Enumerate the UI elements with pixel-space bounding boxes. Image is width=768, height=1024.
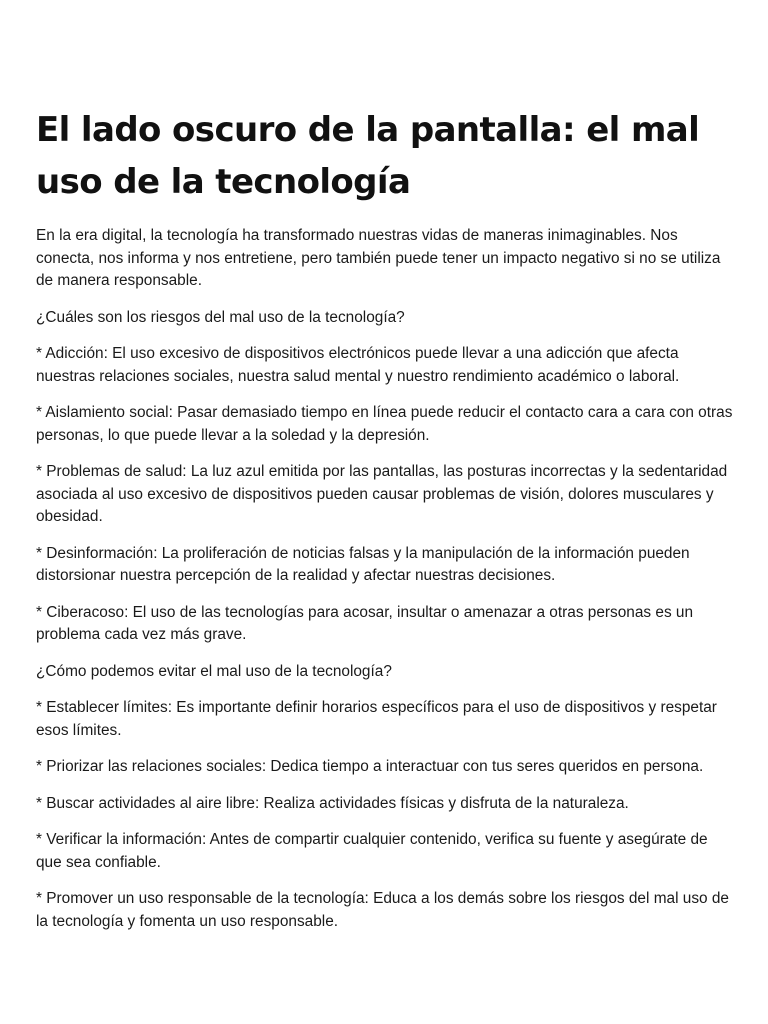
tip-item-outdoors: * Buscar actividades al aire libre: Realiza actividades físicas y disfruta de la naturaleza. <box>36 794 629 812</box>
risk-item-isolation: * Aislamiento social: Pasar demasiado tiempo en línea puede reducir el contacto cara a cara con otras personas, lo que puede llevar a la soledad y la depresión. <box>36 404 733 444</box>
article-body <box>36 225 736 933</box>
risk-item-cyberbullying: * Ciberacoso: El uso de las tecnologías para acosar, insultar o amenazar a otras personas es un problema cada vez más grave. <box>36 603 694 643</box>
risk-item-misinformation: * Desinformación: La proliferación de noticias falsas y la manipulación de la información pueden distorsionar nuestra percepción de la realidad y afectar nuestras decisiones. <box>36 544 690 584</box>
tip-item-promote: * Promover un uso responsable de la tecnología: Educa a los demás sobre los riesgos del mal uso de la tecnología y fomenta un uso responsable. <box>36 890 729 930</box>
tip-item-limits: * Establecer límites: Es importante definir horarios específicos para el uso de dispositivos y respetar esos límites. <box>36 699 717 739</box>
risk-item-addiction: * Adicción: El uso excesivo de dispositivos electrónicos puede llevar a una adicción que afecta nuestras relaciones sociales, nuestra salud mental y nuestro rendimiento académico o laboral. <box>36 345 680 385</box>
article-title: El lado oscuro de la pantalla: el mal uso de la tecnología <box>36 110 700 202</box>
avoid-heading: ¿Cómo podemos evitar el mal uso de la tecnología? <box>36 662 392 680</box>
tip-item-verify: * Verificar la información: Antes de compartir cualquier contenido, verifica su fuente y asegúrate de que sea confiable. <box>36 831 708 871</box>
risks-heading: ¿Cuáles son los riesgos del mal uso de la tecnología? <box>36 308 405 326</box>
intro-paragraph: En la era digital, la tecnología ha transformado nuestras vidas de maneras inimaginables. Nos conecta, nos informa y nos entretiene, pero también puede tener un impacto negativo si no se utiliza de manera responsable. <box>36 227 721 289</box>
article <box>36 104 736 947</box>
risk-item-health: * Problemas de salud: La luz azul emitida por las pantallas, las posturas incorrectas y la sedentaridad asociada al uso excesivo de dispositivos pueden causar problemas de visión, dolores musculares y obesidad. <box>36 463 728 525</box>
tip-item-relationships: * Priorizar las relaciones sociales: Dedica tiempo a interactuar con tus seres queridos en persona. <box>36 758 704 775</box>
